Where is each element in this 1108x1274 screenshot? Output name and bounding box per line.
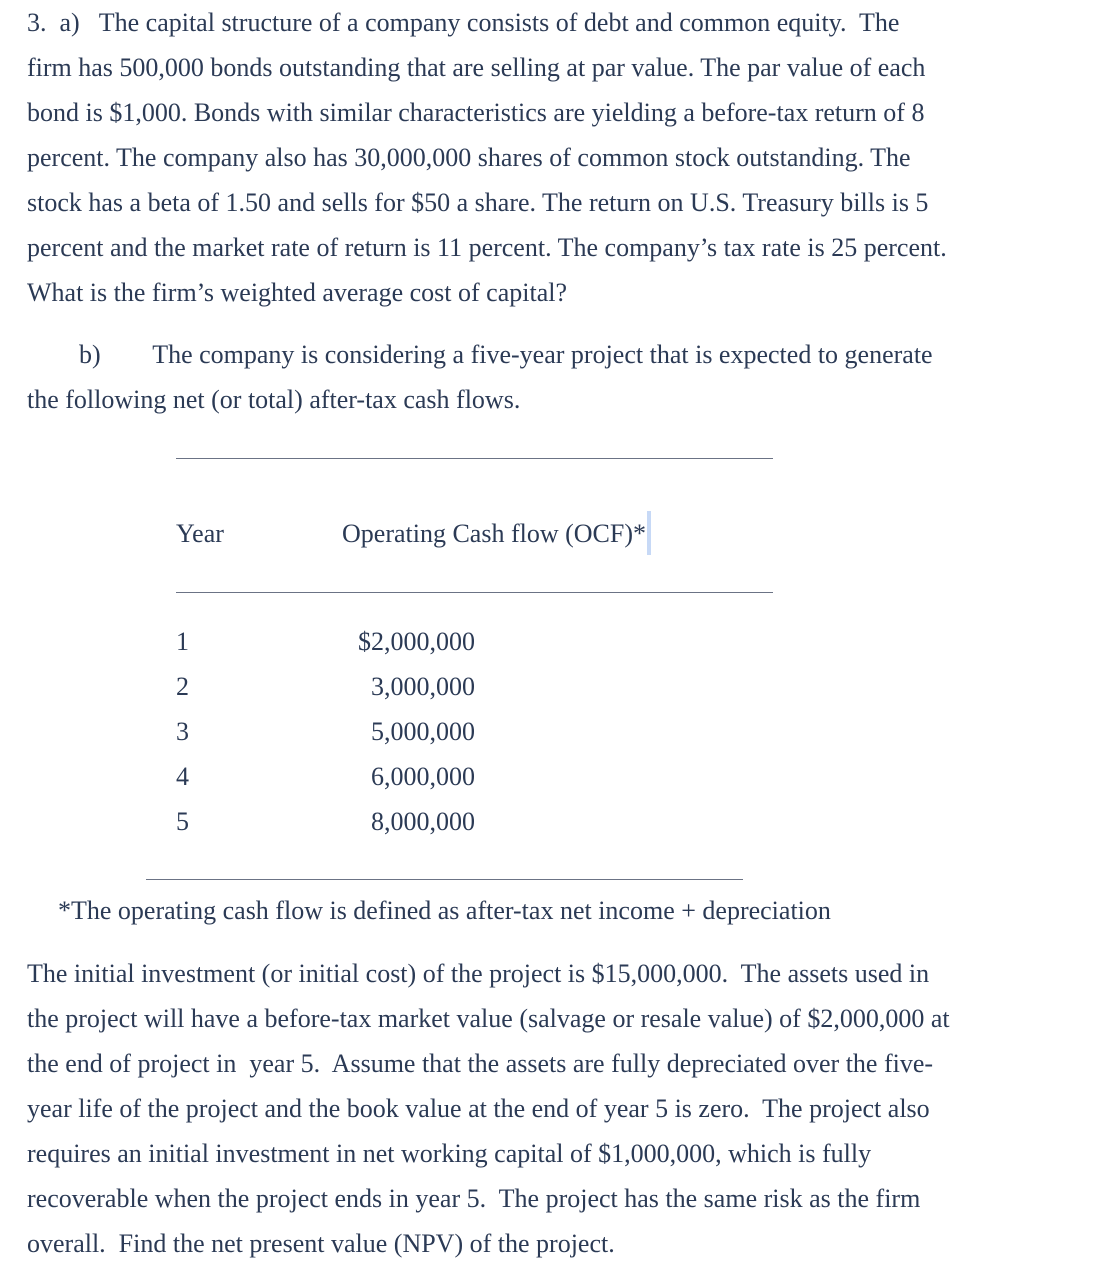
text-line: The initial investment (or initial cost) of the project is $15,000,000. The assets used in (27, 959, 930, 988)
text-line: the end of project in year 5. Assume that the assets are fully depreciated over the five- (27, 1049, 934, 1078)
text-line: requires an initial investment in net working capital of $1,000,000, which is fully (27, 1139, 872, 1168)
question-part-a (27, 0, 947, 315)
table-cell-year: 5 (176, 807, 189, 836)
text-line: bond is $1,000. Bonds with similar characteristics are yielding a before-tax return of 8 (27, 98, 925, 127)
table-cell-ocf: 5,000,000 (371, 717, 475, 746)
table-header-ocf-label: Operating Cash flow (OCF)* (342, 519, 647, 548)
text-line: b) The company is considering a five-year project that is expected to generate (27, 340, 933, 369)
text-cursor (647, 511, 651, 555)
table-bottom-rule (146, 879, 743, 880)
question-part-b-details (27, 951, 950, 1266)
table-cell-ocf: 6,000,000 (371, 762, 475, 791)
text-line: year life of the project and the book value at the end of year 5 is zero. The project also (27, 1094, 930, 1123)
text-line: What is the firm’s weighted average cost of capital? (27, 278, 568, 307)
table-cell-ocf: $2,000,000 (358, 627, 475, 656)
text-line: stock has a beta of 1.50 and sells for $50 a share. The return on U.S. Treasury bills is 5 (27, 188, 929, 217)
text-line: overall. Find the net present value (NPV) of the project. (27, 1229, 615, 1258)
question-part-b (27, 332, 933, 422)
table-cell-ocf: 8,000,000 (371, 807, 475, 836)
table-header-year: Year (176, 519, 224, 548)
table-header-rule (176, 592, 773, 593)
text-line: 3. a) The capital structure of a company consists of debt and common equity. The (27, 8, 900, 37)
text-line: firm has 500,000 bonds outstanding that are selling at par value. The par value of each (27, 53, 926, 82)
table-header-ocf (342, 511, 651, 558)
text-line: the project will have a before-tax market value (salvage or resale value) of $2,000,000 at (27, 1004, 950, 1033)
table-cell-year: 2 (176, 672, 189, 701)
text-line: recoverable when the project ends in year 5. The project has the same risk as the firm (27, 1184, 921, 1213)
footnote: *The operating cash flow is defined as after-tax net income + depreciation (58, 896, 831, 925)
text-line: percent. The company also has 30,000,000 shares of common stock outstanding. The (27, 143, 911, 172)
table-top-rule (176, 458, 773, 459)
text-line: percent and the market rate of return is 11 percent. The company’s tax rate is 25 percent. (27, 233, 947, 262)
text-line: the following net (or total) after-tax cash flows. (27, 385, 521, 414)
table-cell-year: 1 (176, 627, 189, 656)
table-cell-ocf: 3,000,000 (371, 672, 475, 701)
table-cell-year: 4 (176, 762, 189, 791)
table-cell-year: 3 (176, 717, 189, 746)
